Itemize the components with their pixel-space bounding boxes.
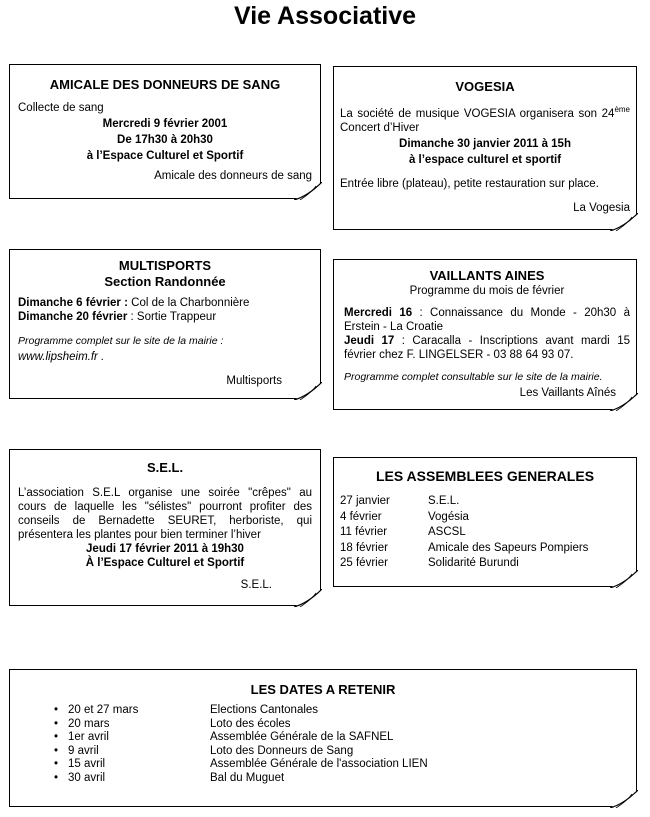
multisports-date1 bbox=[18, 296, 312, 310]
vaillants-note: Programme complet consultable sur le site de la mairie. bbox=[344, 371, 603, 383]
assemblee-org: Vogésia bbox=[428, 510, 469, 523]
vaillants-signature: Les Vaillants Aînés bbox=[519, 387, 616, 399]
vaillants-notice bbox=[333, 259, 637, 410]
list-item bbox=[54, 745, 636, 759]
vogesia-signature: La Vogesia bbox=[573, 201, 630, 214]
assemblee-date: 18 février bbox=[340, 541, 388, 554]
table-row bbox=[340, 494, 588, 510]
date-text: 20 mars bbox=[68, 717, 110, 730]
assemblee-date: 27 janvier bbox=[340, 495, 390, 507]
date-text: 30 avril bbox=[68, 771, 106, 784]
bullet: • bbox=[54, 758, 59, 770]
dates-notice bbox=[9, 669, 637, 807]
event-text: Loto des écoles bbox=[210, 717, 291, 730]
page-curl-icon bbox=[294, 589, 322, 607]
assemblee-org: Amicale des Sapeurs Pompiers bbox=[428, 541, 589, 554]
multisports-date1-text: Col de la Charbonnière bbox=[127, 297, 250, 309]
event-text: Assemblée Générale de la SAFNEL bbox=[210, 731, 394, 743]
bullet: • bbox=[54, 744, 59, 757]
vogesia-text-b: Concert d’Hiver bbox=[340, 121, 420, 134]
amicale-place: à l’Espace Culturel et Sportif bbox=[86, 150, 244, 162]
multisports-signature: Multisports bbox=[226, 375, 282, 387]
sel-date: Jeudi 17 février 2011 à 19h30 bbox=[86, 543, 244, 555]
event-text: Elections Cantonales bbox=[210, 704, 319, 716]
multisports-url[interactable]: www.lipsheim.fr bbox=[18, 351, 98, 363]
date-text: 20 et 27 mars bbox=[68, 704, 139, 716]
assemblee-org: S.E.L. bbox=[428, 495, 460, 507]
vaillants-item1 bbox=[344, 306, 630, 334]
bullet: • bbox=[54, 717, 59, 730]
multisports-note: Programme complet sur le site de la mairie : bbox=[18, 335, 224, 347]
vaillants-item2 bbox=[344, 334, 630, 362]
page-curl-icon bbox=[294, 382, 322, 400]
vaillants-item1-text: : Connaissance du Monde - 20h30 à Erstein - La Croatie bbox=[344, 307, 630, 333]
page-curl-icon bbox=[610, 570, 638, 588]
vogesia-sup: ème bbox=[614, 105, 630, 114]
vogesia-title: VOGESIA bbox=[455, 79, 515, 94]
sel-signature: S.E.L. bbox=[240, 579, 272, 591]
page-title: Vie Associative bbox=[233, 2, 417, 30]
date-text: 9 avril bbox=[68, 744, 99, 757]
table-row bbox=[340, 541, 588, 557]
sel-place: À l’Espace Culturel et Sportif bbox=[85, 557, 245, 569]
assemblee-date: 11 février bbox=[340, 526, 388, 538]
amicale-title: AMICALE DES DONNEURS DE SANG bbox=[49, 77, 281, 92]
multisports-notice bbox=[9, 249, 321, 399]
amicale-line1: Collecte de sang bbox=[18, 102, 104, 114]
multisports-url-suffix: . bbox=[97, 351, 105, 363]
bullet: • bbox=[54, 731, 59, 743]
vaillants-item1-label: Mercredi 16 bbox=[344, 307, 413, 319]
vogesia-text bbox=[340, 103, 630, 135]
multisports-title: MULTISPORTS bbox=[118, 258, 212, 273]
amicale-date: Mercredi 9 février 2001 bbox=[102, 118, 228, 130]
assemblee-org: Solidarité Burundi bbox=[428, 557, 519, 569]
assemblee-date: 25 février bbox=[340, 557, 388, 569]
sel-notice bbox=[9, 449, 321, 606]
multisports-date2-text: : Sortie Trappeur bbox=[127, 311, 217, 323]
multisports-date1-label: Dimanche 6 février : bbox=[18, 297, 128, 309]
assemblees-table bbox=[340, 494, 588, 572]
table-row bbox=[340, 510, 588, 526]
bullet: • bbox=[54, 704, 59, 716]
page-curl-icon bbox=[610, 213, 638, 231]
dates-list bbox=[54, 704, 636, 785]
assemblee-date: 4 février bbox=[340, 510, 382, 523]
list-item bbox=[54, 704, 636, 718]
sel-text: L’association S.E.L organise une soirée "crêpes" au cours de laquelle les "sélistes" pourront profiter des conseils de Bernadette SEURET, herboriste, qui présentera les plantes pour bien terminer l’hiver bbox=[18, 487, 312, 541]
dates-title: LES DATES A RETENIR bbox=[250, 682, 396, 697]
event-text: Bal du Muguet bbox=[210, 771, 285, 784]
vogesia-text-a: La société de musique VOGESIA organisera son 24 bbox=[340, 107, 615, 120]
date-text: 1er avril bbox=[68, 731, 109, 743]
vaillants-item2-label: Jeudi 17 bbox=[344, 335, 395, 347]
event-text: Loto des Donneurs de Sang bbox=[210, 744, 354, 757]
vogesia-notice bbox=[333, 66, 637, 230]
vaillants-title: VAILLANTS AINES bbox=[429, 268, 545, 283]
list-item bbox=[54, 758, 636, 772]
list-item bbox=[54, 731, 636, 745]
date-text: 15 avril bbox=[68, 758, 106, 770]
amicale-hours: De 17h30 à 20h30 bbox=[117, 134, 213, 146]
assemblee-org: ASCSL bbox=[428, 526, 466, 538]
event-text: Assemblée Générale de l'association LIEN bbox=[210, 758, 428, 770]
multisports-url-line bbox=[18, 350, 312, 364]
amicale-notice bbox=[9, 64, 321, 199]
table-row bbox=[340, 525, 588, 541]
page-curl-icon bbox=[294, 182, 322, 200]
vogesia-date: Dimanche 30 janvier 2011 à 15h bbox=[399, 137, 571, 150]
list-item bbox=[54, 718, 636, 732]
page-curl-icon bbox=[610, 393, 638, 411]
table-row bbox=[340, 556, 588, 572]
list-item bbox=[54, 772, 636, 786]
multisports-date2 bbox=[18, 310, 312, 324]
page-curl-icon bbox=[610, 790, 638, 808]
vaillants-subtitle: Programme du mois de février bbox=[409, 285, 565, 297]
bullet: • bbox=[54, 771, 59, 784]
amicale-signature: Amicale des donneurs de sang bbox=[154, 170, 312, 182]
assemblees-notice bbox=[333, 457, 637, 587]
multisports-subtitle: Section Randonnée bbox=[104, 274, 226, 289]
vaillants-item2-text: : Caracalla - Inscriptions avant mardi 15 février chez F. LINGELSER - 03 88 64 93 07. bbox=[344, 335, 630, 361]
sel-title: S.E.L. bbox=[146, 460, 184, 475]
multisports-date2-label: Dimanche 20 février bbox=[18, 311, 128, 323]
assemblees-title: LES ASSEMBLEES GENERALES bbox=[375, 468, 595, 484]
vogesia-place: à l’espace culturel et sportif bbox=[408, 153, 562, 166]
vogesia-info: Entrée libre (plateau), petite restauration sur place. bbox=[340, 177, 599, 190]
